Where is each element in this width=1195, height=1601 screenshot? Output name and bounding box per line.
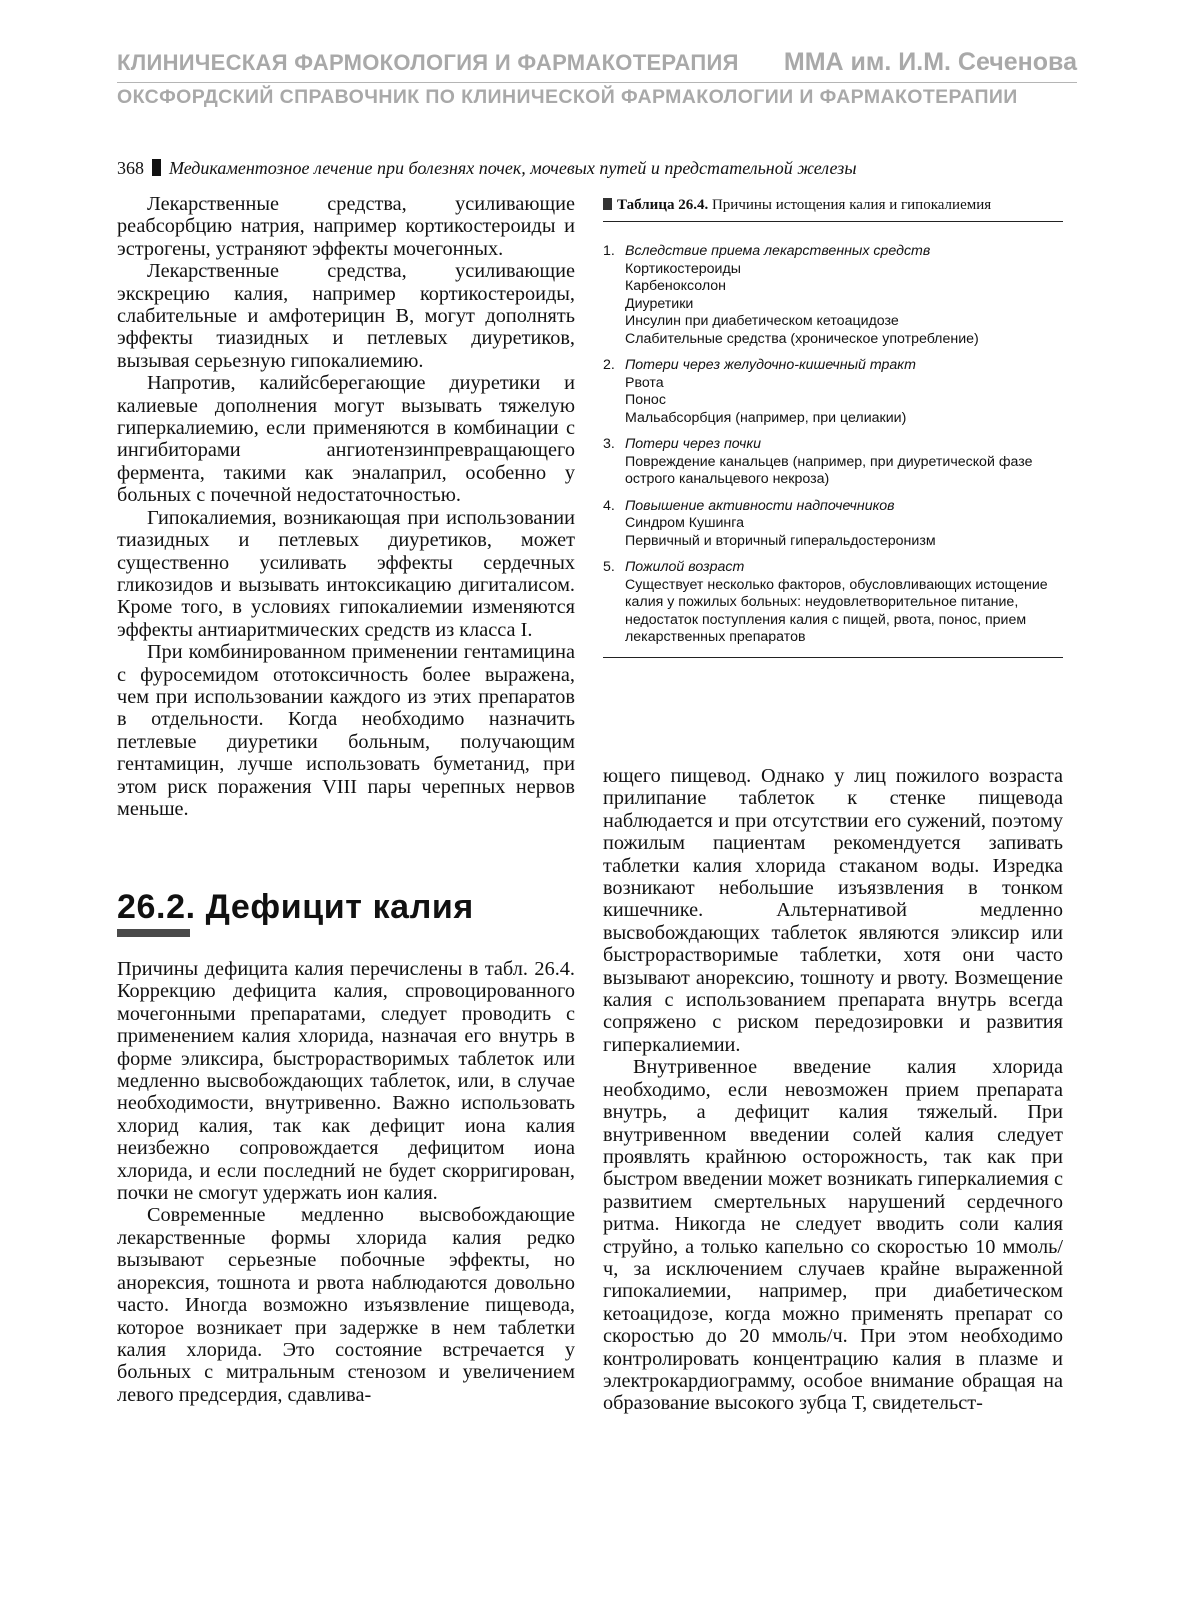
group-heading: Потери через почки (625, 436, 761, 452)
group-number: 2. (603, 357, 615, 373)
paragraph: Напротив, калийсберегающие диуретики и калиевые дополнения могут вызывать тяжелую гиперкалиемию, если применяются в комбинации с ингибиторами ангиотензинпревращающего фермента, такими как эналаприл, особенно у больных с почечной недостаточностью. (117, 372, 575, 507)
group-number: 1. (603, 243, 615, 259)
book-header-title (117, 50, 1077, 76)
table-group (603, 436, 1063, 489)
group-item: Мальабсорбция (например, при целиакии) (625, 409, 907, 426)
paragraph: Причины дефицита калия перечислены в табл. 26.4. Коррекцию дефицита калия, спровоцированного мочегонными препаратами, следует проводить с применением калия хлорида, назначая его внутрь в форме эликсира, быстрорастворимых таблеток или медленно высвобождающих таблеток, или, в случае необходимости, внутривенно. Важно использовать хлорид калия, так как дефицит иона калия неизбежно сопровождается дефицитом иона хлорида, и если последний не будет скорригирован, почки не смогут удержать ион калия. (117, 958, 575, 1205)
section-heading-bar (117, 929, 190, 937)
table-body (603, 243, 1063, 647)
left-column-bottom (117, 958, 575, 1406)
table-group (603, 357, 1063, 427)
header-divider (117, 82, 1077, 83)
group-number: 5. (603, 559, 615, 575)
paragraph: При комбинированном применении гентамицина с фуросемидом ототоксичность более выражена, чем при использовании каждого из этих препаратов в отдельности. Когда необходимо назначить петлевые диуретики больным, получающим гентамицин, лучше использовать буметанид, при этом риск поражения VIII пары черепных нервов меньше. (117, 641, 575, 820)
group-heading: Повышение активности надпочечников (625, 497, 895, 514)
group-item: Рвота (625, 374, 664, 391)
section-title: Дефицит калия (205, 888, 474, 926)
group-item: Синдром Кушинга (625, 515, 745, 531)
table-group (603, 559, 1063, 647)
paragraph: Внутривенное введение калия хлорида необходимо, если невозможен прием препарата внутрь, а дефицит калия тяжелый. При внутривенном введении солей калия следует проявлять крайнюю осторожность, так как при быстром введении может возникать гиперкалиемия с развитием смертельных нарушений сердечного ритма. Никогда не следует вводить соли калия струйно, а только капельно со скоростью 10 ммоль/ч, за исключением случаев крайне выраженной гипокалиемии, например, при диабетическом кетоацидозе, когда можно применять препарат со скоростью до 20 ммоль/ч. При этом необходимо контролировать концентрацию калия в плазме и электрокардиограмму, особое внимание обращая на образование высокого зубца Т, свидетельст- (603, 1056, 1063, 1415)
group-item: Существует несколько факторов, обусловливающих истощение калия у пожилых больных: неудовлетворительное питание, недостаток поступления калия с пищей, рвота, понос, прием лекарственных препаратов (625, 576, 1048, 645)
paragraph: Гипокалиемия, возникающая при использовании тиазидных и петлевых диуретиков, может существенно усиливать эффекты сердечных гликозидов и вызывать интоксикацию дигиталисом. Кроме того, в условиях гипокалиемии изменяются эффекты антиаритмических средств из класса I. (117, 506, 575, 641)
group-number: 3. (603, 436, 615, 452)
group-item: Кортикостероиды (625, 260, 741, 277)
right-column (603, 765, 1063, 1415)
table-26-4 (603, 197, 1063, 658)
table-caption-text: Причины истощения калия и гипокалиемия (711, 197, 992, 213)
paragraph: Лекарственные средства, усиливающие экскрецию калия, например кортикостероиды, слабительные и амфотерицин В, могут дополнять эффекты тиазидных и петлевых диуретиков, вызывая серьезную гипокалиемию. (117, 260, 575, 372)
group-item: Слабительные средства (хроническое употребление) (625, 330, 979, 347)
table-group (603, 243, 1063, 348)
section-heading (117, 888, 474, 927)
group-heading: Вследствие приема лекарственных средств (625, 243, 931, 259)
paragraph: ющего пищевод. Однако у лиц пожилого возраста прилипание таблеток к стенке пищевода наблюдается и при отсутствии его сужений, поэтому пожилым пациентам рекомендуется запивать таблетки калия хлорида стаканом воды. Изредка возникают небольшие изъязвления в тонком кишечнике. Альтернативой медленно высвобождающих таблеток являются эликсир или быстрорастворимые таблетки, хотя они часто вызывают анорексию, тошноту и рвоту. Возмещение калия с использованием препарата внутрь всегда сопряжено с риском передозировки и развития гиперкалиемии. (603, 765, 1063, 1056)
book-title-line2: ОКСФОРДСКИЙ СПРАВОЧНИК ПО КЛИНИЧЕСКОЙ ФАРМАКОЛОГИИ И ФАРМАКОТЕРАПИИ (117, 86, 1018, 108)
table-group (603, 498, 1063, 551)
group-item: Повреждение канальцев (например, при диуретической фазе острого канальцевого некроза) (625, 453, 1033, 487)
running-head (117, 158, 1107, 179)
paragraph: Лекарственные средства, усиливающие реабсорбцию натрия, например кортикостероиды и эстрогены, устраняют эффекты мочегонных. (117, 193, 575, 260)
table-top-rule (603, 221, 1063, 222)
group-item: Понос (625, 392, 666, 408)
institution-name: ММА им. И.М. Сеченова (783, 48, 1077, 76)
table-caption (603, 197, 1063, 214)
group-heading: Пожилой возраст (625, 559, 745, 575)
group-item: Первичный и вторичный гиперальдостеронизм (625, 532, 936, 549)
group-item: Диуретики (625, 295, 694, 312)
left-column-top (117, 193, 575, 820)
group-item: Инсулин при диабетическом кетоацидозе (625, 313, 899, 329)
paragraph: Современные медленно высвобождающие лекарственные формы хлорида калия редко вызывают серьезные побочные эффекты, но анорексия, тошнота и рвота наблюдаются довольно часто. Иногда возможно изъязвление пищевода, которое возникает при задержке в нем таблетки калия хлорида. Это состояние встречается у больных с митральным стенозом и увеличением левого предсердия, сдавлива- (117, 1204, 575, 1406)
table-label: Таблица 26.4. (617, 197, 709, 213)
table-bottom-rule (603, 657, 1063, 658)
group-heading: Потери через желудочно-кишечный тракт (625, 357, 916, 373)
table-marker (603, 198, 612, 210)
running-head-marker (152, 159, 161, 176)
section-number: 26.2. (117, 888, 196, 926)
group-item: Карбеноксолон (625, 278, 726, 294)
chapter-title: Медикаментозное лечение при болезнях почек, мочевых путей и предстательной железы (169, 158, 857, 178)
page-number: 368 (117, 158, 144, 178)
book-title-line1: КЛИНИЧЕСКАЯ ФАРМОКОЛОГИЯ И ФАРМАКОТЕРАПИЯ (117, 50, 739, 75)
group-number: 4. (603, 497, 615, 514)
